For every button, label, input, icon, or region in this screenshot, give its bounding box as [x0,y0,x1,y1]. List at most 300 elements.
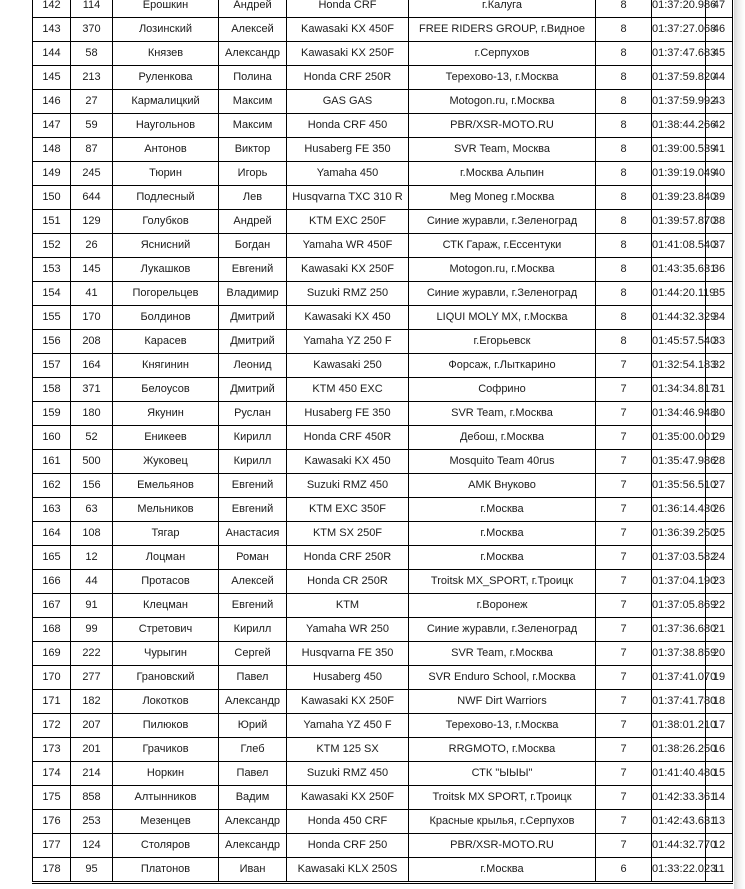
cell-total-time: 01:38:01.210 [652,714,706,738]
cell-total-time: 01:39:57.870 [652,210,706,234]
cell-points: 14 [706,786,733,810]
cell-position: 163 [33,498,71,522]
cell-team-city: г.Москва [409,498,596,522]
cell-first-name: Анастасия [219,522,287,546]
cell-total-time: 01:37:38.859 [652,642,706,666]
cell-team-city: СТК Гараж, г.Ессентуки [409,234,596,258]
cell-first-name: Павел [219,762,287,786]
cell-laps: 8 [596,306,652,330]
cell-team-city: Motogon.ru, г.Москва [409,90,596,114]
cell-total-time: 01:37:27.068 [652,18,706,42]
cell-total-time: 01:39:00.539 [652,138,706,162]
cell-last-name: Лоцман [113,546,219,570]
cell-last-name: Емельянов [113,474,219,498]
cell-motorcycle: Kawasaki 250 [287,354,409,378]
cell-laps: 7 [596,426,652,450]
cell-total-time: 01:39:23.840 [652,186,706,210]
cell-bib-number: 91 [71,594,113,618]
cell-team-city: Терехово-13, г.Москва [409,714,596,738]
cell-position: 146 [33,90,71,114]
table-row [33,282,733,306]
cell-team-city: Meg Moneg г.Москва [409,186,596,210]
cell-bib-number: 41 [71,282,113,306]
table-row [33,426,733,450]
cell-last-name: Наугольнов [113,114,219,138]
cell-position: 168 [33,618,71,642]
cell-position: 153 [33,258,71,282]
cell-position: 177 [33,834,71,858]
cell-points: 12 [706,834,733,858]
cell-last-name: Ерошкин [113,0,219,18]
cell-laps: 8 [596,258,652,282]
cell-points: 39 [706,186,733,210]
table-row [33,162,733,186]
cell-team-city: СТК "ЫЫЫ" [409,762,596,786]
cell-position: 160 [33,426,71,450]
table-row [33,42,733,66]
cell-total-time: 01:35:56.510 [652,474,706,498]
cell-team-city: г.Москва Альпин [409,162,596,186]
cell-motorcycle: KTM 125 SX [287,738,409,762]
cell-first-name: Леонид [219,354,287,378]
cell-points: 11 [706,858,733,882]
cell-last-name: Тюрин [113,162,219,186]
cell-points: 27 [706,474,733,498]
table-row [33,0,733,18]
cell-last-name: Руленкова [113,66,219,90]
cell-laps: 7 [596,450,652,474]
cell-points: 15 [706,762,733,786]
table-row [33,762,733,786]
cell-last-name: Чурыгин [113,642,219,666]
cell-position: 154 [33,282,71,306]
cell-team-city: LIQUI MOLY MX, г.Москва [409,306,596,330]
cell-motorcycle: Kawasaki KX 250F [287,786,409,810]
table-row [33,738,733,762]
cell-motorcycle: GAS GAS [287,90,409,114]
cell-first-name: Андрей [219,210,287,234]
cell-bib-number: 277 [71,666,113,690]
cell-points: 21 [706,618,733,642]
cell-bib-number: 63 [71,498,113,522]
cell-team-city: г.Москва [409,546,596,570]
cell-team-city: SVR Team, г.Москва [409,642,596,666]
cell-motorcycle: Yamaha 450 [287,162,409,186]
cell-position: 147 [33,114,71,138]
cell-first-name: Евгений [219,258,287,282]
cell-points: 42 [706,114,733,138]
cell-points: 26 [706,498,733,522]
cell-laps: 7 [596,810,652,834]
cell-total-time: 01:34:34.817 [652,378,706,402]
cell-team-city: г.Егорьевск [409,330,596,354]
cell-first-name: Евгений [219,474,287,498]
cell-last-name: Клецман [113,594,219,618]
cell-team-city: FREE RIDERS GROUP, г.Видное [409,18,596,42]
cell-first-name: Дмитрий [219,378,287,402]
cell-bib-number: 644 [71,186,113,210]
table-row [33,186,733,210]
cell-position: 176 [33,810,71,834]
cell-laps: 7 [596,786,652,810]
cell-laps: 7 [596,522,652,546]
cell-laps: 7 [596,474,652,498]
table-row [33,714,733,738]
cell-points: 44 [706,66,733,90]
cell-last-name: Белоусов [113,378,219,402]
cell-laps: 7 [596,546,652,570]
cell-bib-number: 207 [71,714,113,738]
cell-last-name: Княгинин [113,354,219,378]
cell-position: 155 [33,306,71,330]
table-row [33,66,733,90]
cell-total-time: 01:37:59.820 [652,66,706,90]
cell-motorcycle: Honda CRF 250 [287,834,409,858]
cell-laps: 7 [596,570,652,594]
cell-position: 166 [33,570,71,594]
cell-position: 144 [33,42,71,66]
cell-first-name: Глеб [219,738,287,762]
cell-position: 172 [33,714,71,738]
cell-bib-number: 44 [71,570,113,594]
cell-motorcycle: KTM EXC 350F [287,498,409,522]
table-row [33,234,733,258]
cell-first-name: Кирилл [219,618,287,642]
cell-first-name: Евгений [219,498,287,522]
cell-total-time: 01:38:44.266 [652,114,706,138]
cell-motorcycle: KTM 450 EXC [287,378,409,402]
table-row [33,90,733,114]
cell-last-name: Грановский [113,666,219,690]
cell-points: 19 [706,666,733,690]
cell-motorcycle: Husaberg 450 [287,666,409,690]
cell-first-name: Кирилл [219,426,287,450]
cell-first-name: Богдан [219,234,287,258]
cell-points: 17 [706,714,733,738]
cell-total-time: 01:44:20.119 [652,282,706,306]
table-row [33,594,733,618]
cell-team-city: SVR Team, Москва [409,138,596,162]
cell-first-name: Сергей [219,642,287,666]
cell-motorcycle: Honda CRF 450R [287,426,409,450]
cell-points: 18 [706,690,733,714]
table-row [33,354,733,378]
cell-last-name: Грачиков [113,738,219,762]
cell-team-city: г.Воронеж [409,594,596,618]
cell-total-time: 01:44:32.770 [652,834,706,858]
cell-position: 169 [33,642,71,666]
cell-team-city: SVR Enduro School, г.Москва [409,666,596,690]
cell-last-name: Мельников [113,498,219,522]
table-row [33,138,733,162]
cell-first-name: Павел [219,666,287,690]
cell-total-time: 01:45:57.540 [652,330,706,354]
cell-team-city: Синие журавли, г.Зеленоград [409,618,596,642]
cell-total-time: 01:33:22.023 [652,858,706,882]
cell-position: 167 [33,594,71,618]
table-row [33,450,733,474]
cell-team-city: г.Калуга [409,0,596,18]
cell-points: 43 [706,90,733,114]
cell-laps: 8 [596,42,652,66]
cell-laps: 8 [596,210,652,234]
cell-position: 145 [33,66,71,90]
cell-position: 170 [33,666,71,690]
cell-total-time: 01:35:00.001 [652,426,706,450]
cell-first-name: Лев [219,186,287,210]
cell-motorcycle: Honda CRF 250R [287,546,409,570]
cell-position: 157 [33,354,71,378]
results-body [33,0,733,882]
cell-total-time: 01:37:41.780 [652,690,706,714]
cell-team-city: г.Москва [409,858,596,882]
cell-points: 16 [706,738,733,762]
cell-team-city: Форсаж, г.Лыткарино [409,354,596,378]
cell-motorcycle: Honda CR 250R [287,570,409,594]
cell-bib-number: 213 [71,66,113,90]
table-row [33,570,733,594]
cell-total-time: 01:32:54.183 [652,354,706,378]
table-row [33,210,733,234]
cell-total-time: 01:37:41.070 [652,666,706,690]
cell-first-name: Кирилл [219,450,287,474]
cell-laps: 7 [596,642,652,666]
table-row [33,258,733,282]
cell-team-city: г.Москва [409,522,596,546]
cell-bib-number: 145 [71,258,113,282]
cell-bib-number: 858 [71,786,113,810]
cell-total-time: 01:39:19.049 [652,162,706,186]
cell-first-name: Владимир [219,282,287,306]
page-margin [0,0,7,889]
cell-total-time: 01:37:05.869 [652,594,706,618]
cell-motorcycle: Honda CRF [287,0,409,18]
cell-motorcycle: Honda 450 CRF [287,810,409,834]
cell-first-name: Руслан [219,402,287,426]
cell-laps: 8 [596,234,652,258]
cell-motorcycle: Husaberg FE 350 [287,138,409,162]
cell-last-name: Подлесный [113,186,219,210]
cell-bib-number: 108 [71,522,113,546]
cell-bib-number: 222 [71,642,113,666]
table-row [33,810,733,834]
cell-total-time: 01:44:32.329 [652,306,706,330]
cell-position: 165 [33,546,71,570]
cell-laps: 7 [596,714,652,738]
cell-motorcycle: Kawasaki KX 250F [287,42,409,66]
cell-motorcycle: Yamaha YZ 250 F [287,330,409,354]
cell-first-name: Александр [219,42,287,66]
cell-bib-number: 26 [71,234,113,258]
cell-position: 173 [33,738,71,762]
cell-motorcycle: Yamaha WR 450F [287,234,409,258]
cell-points: 41 [706,138,733,162]
cell-total-time: 01:38:26.250 [652,738,706,762]
cell-motorcycle: Kawasaki KX 450 [287,450,409,474]
cell-total-time: 01:37:47.683 [652,42,706,66]
cell-position: 161 [33,450,71,474]
cell-points: 40 [706,162,733,186]
cell-position: 156 [33,330,71,354]
cell-first-name: Алексей [219,570,287,594]
table-row [33,858,733,882]
cell-team-city: PBR/XSR-MOTO.RU [409,114,596,138]
table-row [33,498,733,522]
cell-points: 22 [706,594,733,618]
cell-first-name: Евгений [219,594,287,618]
cell-total-time: 01:37:04.190 [652,570,706,594]
table-row [33,834,733,858]
table-row [33,402,733,426]
cell-total-time: 01:43:35.631 [652,258,706,282]
cell-laps: 7 [596,618,652,642]
cell-laps: 8 [596,138,652,162]
cell-position: 175 [33,786,71,810]
cell-bib-number: 87 [71,138,113,162]
cell-total-time: 01:35:47.986 [652,450,706,474]
cell-last-name: Голубков [113,210,219,234]
cell-bib-number: 214 [71,762,113,786]
cell-motorcycle: KTM SX 250F [287,522,409,546]
cell-last-name: Болдинов [113,306,219,330]
cell-last-name: Лукашков [113,258,219,282]
cell-first-name: Дмитрий [219,306,287,330]
cell-bib-number: 59 [71,114,113,138]
cell-points: 29 [706,426,733,450]
cell-last-name: Стретович [113,618,219,642]
cell-bib-number: 170 [71,306,113,330]
cell-first-name: Вадим [219,786,287,810]
cell-motorcycle: Yamaha WR 250 [287,618,409,642]
cell-motorcycle: KTM [287,594,409,618]
cell-total-time: 01:37:03.582 [652,546,706,570]
cell-laps: 8 [596,66,652,90]
cell-bib-number: 208 [71,330,113,354]
table-row [33,786,733,810]
cell-last-name: Мезенцев [113,810,219,834]
cell-motorcycle: Suzuki RMZ 250 [287,282,409,306]
cell-first-name: Максим [219,114,287,138]
cell-total-time: 01:41:08.540 [652,234,706,258]
cell-first-name: Виктор [219,138,287,162]
cell-motorcycle: Kawasaki KX 450 [287,306,409,330]
cell-team-city: RRGMOTO, г.Москва [409,738,596,762]
cell-bib-number: 99 [71,618,113,642]
table-row [33,666,733,690]
cell-first-name: Игорь [219,162,287,186]
cell-bib-number: 164 [71,354,113,378]
cell-total-time: 01:42:33.361 [652,786,706,810]
cell-last-name: Погорельцев [113,282,219,306]
cell-last-name: Князев [113,42,219,66]
cell-last-name: Лозинский [113,18,219,42]
cell-team-city: Софрино [409,378,596,402]
cell-position: 178 [33,858,71,882]
cell-last-name: Тягар [113,522,219,546]
cell-motorcycle: Kawasaki KX 250F [287,258,409,282]
cell-first-name: Роман [219,546,287,570]
table-row [33,522,733,546]
cell-last-name: Яснисний [113,234,219,258]
cell-bib-number: 114 [71,0,113,18]
cell-team-city: г.Серпухов [409,42,596,66]
cell-total-time: 01:37:36.680 [652,618,706,642]
cell-motorcycle: Suzuki RMZ 450 [287,762,409,786]
cell-first-name: Андрей [219,0,287,18]
cell-last-name: Антонов [113,138,219,162]
cell-bib-number: 180 [71,402,113,426]
table-row [33,18,733,42]
cell-points: 28 [706,450,733,474]
cell-team-city: Mosquito Team 40rus [409,450,596,474]
cell-laps: 7 [596,378,652,402]
cell-laps: 7 [596,738,652,762]
cell-team-city: Troitsk MX_SPORT, г.Троицк [409,570,596,594]
results-table [32,0,733,882]
cell-bib-number: 371 [71,378,113,402]
cell-total-time: 01:41:40.480 [652,762,706,786]
cell-points: 24 [706,546,733,570]
cell-motorcycle: Husqvarna FE 350 [287,642,409,666]
cell-position: 159 [33,402,71,426]
cell-motorcycle: Husaberg FE 350 [287,402,409,426]
cell-last-name: Якунин [113,402,219,426]
cell-laps: 8 [596,90,652,114]
cell-bib-number: 129 [71,210,113,234]
cell-last-name: Жуковец [113,450,219,474]
cell-position: 151 [33,210,71,234]
cell-total-time: 01:36:14.430 [652,498,706,522]
table-row [33,306,733,330]
cell-bib-number: 370 [71,18,113,42]
cell-total-time: 01:37:20.986 [652,0,706,18]
cell-bib-number: 52 [71,426,113,450]
cell-motorcycle: Honda CRF 250R [287,66,409,90]
cell-laps: 7 [596,834,652,858]
cell-bib-number: 12 [71,546,113,570]
cell-laps: 7 [596,594,652,618]
cell-points: 31 [706,378,733,402]
cell-bib-number: 156 [71,474,113,498]
cell-last-name: Алтынников [113,786,219,810]
cell-motorcycle: Kawasaki KX 250F [287,690,409,714]
cell-motorcycle: Kawasaki KX 450F [287,18,409,42]
cell-laps: 8 [596,114,652,138]
cell-points: 13 [706,810,733,834]
cell-first-name: Александр [219,690,287,714]
cell-last-name: Столяров [113,834,219,858]
cell-points: 30 [706,402,733,426]
cell-total-time: 01:42:43.631 [652,810,706,834]
cell-laps: 8 [596,18,652,42]
cell-laps: 7 [596,354,652,378]
cell-bib-number: 245 [71,162,113,186]
cell-team-city: Терехово-13, г.Москва [409,66,596,90]
page-shadow [734,0,745,889]
cell-laps: 7 [596,402,652,426]
cell-total-time: 01:34:46.948 [652,402,706,426]
cell-first-name: Александр [219,810,287,834]
cell-bib-number: 201 [71,738,113,762]
cell-points: 46 [706,18,733,42]
table-row [33,114,733,138]
table-bottom-border [32,883,733,884]
table-row [33,642,733,666]
cell-motorcycle: Suzuki RMZ 450 [287,474,409,498]
cell-last-name: Пилюков [113,714,219,738]
cell-last-name: Норкин [113,762,219,786]
cell-laps: 8 [596,162,652,186]
